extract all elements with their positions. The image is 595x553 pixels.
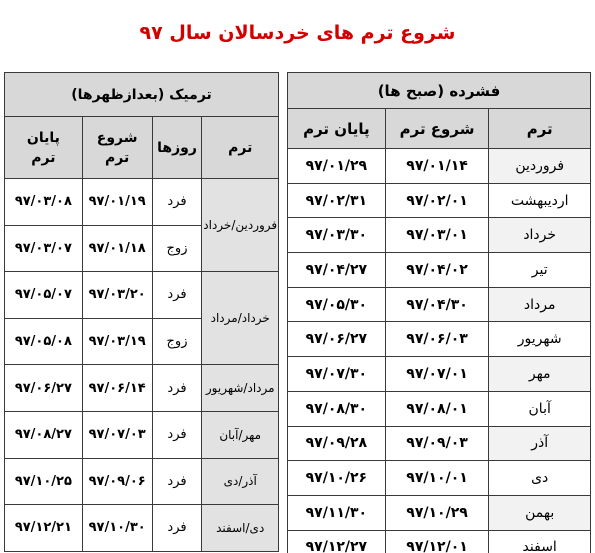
table-row <box>288 149 591 184</box>
table-row <box>5 411 279 458</box>
term-cell: بهمن <box>489 495 591 530</box>
end-date-cell: ۹۷/۰۱/۲۹ <box>288 149 386 184</box>
start-date-cell: ۹۷/۰۷/۰۱ <box>385 357 489 392</box>
start-date-cell: ۹۷/۰۱/۱۴ <box>385 149 489 184</box>
column-header-end: پایان ترم <box>288 109 386 149</box>
table-row <box>288 426 591 461</box>
start-date-cell: ۹۷/۰۱/۱۸ <box>82 225 152 272</box>
term-cell: اردیبهشت <box>489 183 591 218</box>
end-date-cell: ۹۷/۰۶/۲۷ <box>5 365 83 412</box>
end-date-cell: ۹۷/۰۴/۲۷ <box>288 253 386 288</box>
term-cell: مهر/آبان <box>202 411 279 458</box>
term-cell: اسفند <box>489 530 591 553</box>
column-header-term: ترم <box>489 109 591 149</box>
end-date-cell: ۹۷/۰۳/۳۰ <box>288 218 386 253</box>
start-date-cell: ۹۷/۱۰/۳۰ <box>82 505 152 552</box>
table-row <box>288 218 591 253</box>
start-date-cell: ۹۷/۰۶/۰۳ <box>385 322 489 357</box>
start-date-cell: ۹۷/۰۴/۰۲ <box>385 253 489 288</box>
term-cell: شهریور <box>489 322 591 357</box>
column-header-start: شروع ترم <box>385 109 489 149</box>
table-row <box>5 179 279 226</box>
end-date-cell: ۹۷/۱۱/۳۰ <box>288 495 386 530</box>
table-row <box>5 458 279 505</box>
term-cell: خرداد <box>489 218 591 253</box>
table-row <box>5 365 279 412</box>
start-date-cell: ۹۷/۰۳/۰۱ <box>385 218 489 253</box>
end-date-cell: ۹۷/۱۲/۲۱ <box>5 505 83 552</box>
days-cell: فرد <box>152 505 202 552</box>
days-cell: فرد <box>152 179 202 226</box>
days-cell: زوج <box>152 318 202 365</box>
start-date-cell: ۹۷/۰۸/۰۱ <box>385 391 489 426</box>
start-date-cell: ۹۷/۰۶/۱۴ <box>82 365 152 412</box>
end-date-cell: ۹۷/۰۲/۳۱ <box>288 183 386 218</box>
days-cell: فرد <box>152 411 202 458</box>
start-date-cell: ۹۷/۰۹/۰۶ <box>82 458 152 505</box>
term-cell: آبان <box>489 391 591 426</box>
end-date-cell: ۹۷/۰۳/۰۷ <box>5 225 83 272</box>
table-row <box>5 505 279 552</box>
table-row <box>288 391 591 426</box>
term-cell: مهر <box>489 357 591 392</box>
start-date-cell: ۹۷/۰۳/۲۰ <box>82 272 152 319</box>
start-date-cell: ۹۷/۰۷/۰۳ <box>82 411 152 458</box>
end-date-cell: ۹۷/۰۶/۲۷ <box>288 322 386 357</box>
table-row <box>288 183 591 218</box>
term-cell: آذر <box>489 426 591 461</box>
column-header-term: ترم <box>202 117 279 179</box>
end-date-cell: ۹۷/۰۷/۳۰ <box>288 357 386 392</box>
table-row <box>288 287 591 322</box>
morning-table-heading: فشرده (صبح ها) <box>288 73 591 109</box>
end-date-cell: ۹۷/۰۳/۰۸ <box>5 179 83 226</box>
table-row <box>288 530 591 553</box>
afternoon-table-heading: ترمیک (بعدازظهرها) <box>5 73 279 117</box>
days-cell: فرد <box>152 272 202 319</box>
start-date-cell: ۹۷/۰۴/۳۰ <box>385 287 489 322</box>
days-cell: زوج <box>152 225 202 272</box>
term-cell: مرداد/شهریور <box>202 365 279 412</box>
days-cell: فرد <box>152 365 202 412</box>
end-date-cell: ۹۷/۰۵/۰۸ <box>5 318 83 365</box>
end-date-cell: ۹۷/۰۸/۲۷ <box>5 411 83 458</box>
term-cell: فروردین <box>489 149 591 184</box>
start-date-cell: ۹۷/۰۳/۱۹ <box>82 318 152 365</box>
column-header-end-line1: پایان <box>26 129 60 146</box>
table-row <box>288 357 591 392</box>
table-row <box>5 272 279 319</box>
term-cell: دی <box>489 461 591 496</box>
term-cell: خرداد/مرداد <box>202 272 279 365</box>
start-date-cell: ۹۷/۰۹/۰۳ <box>385 426 489 461</box>
afternoon-schedule-table <box>4 72 279 552</box>
end-date-cell: ۹۷/۰۵/۳۰ <box>288 287 386 322</box>
table-row <box>288 461 591 496</box>
column-header-start <box>82 117 152 179</box>
column-header-days: روزها <box>152 117 202 179</box>
end-date-cell: ۹۷/۱۲/۲۷ <box>288 530 386 553</box>
start-date-cell: ۹۷/۱۲/۰۱ <box>385 530 489 553</box>
column-header-end <box>5 117 83 179</box>
page-title: شروع ترم های خردسالان سال ۹۷ <box>139 22 456 44</box>
end-date-cell: ۹۷/۰۸/۳۰ <box>288 391 386 426</box>
table-row <box>288 495 591 530</box>
term-cell: آذر/دی <box>202 458 279 505</box>
column-header-start-line2: ترم <box>105 149 130 166</box>
end-date-cell: ۹۷/۰۵/۰۷ <box>5 272 83 319</box>
start-date-cell: ۹۷/۱۰/۰۱ <box>385 461 489 496</box>
term-cell: تیر <box>489 253 591 288</box>
days-cell: فرد <box>152 458 202 505</box>
start-date-cell: ۹۷/۱۰/۲۹ <box>385 495 489 530</box>
column-header-start-line1: شروع <box>96 129 138 146</box>
table-row <box>288 322 591 357</box>
start-date-cell: ۹۷/۰۲/۰۱ <box>385 183 489 218</box>
term-cell: فروردین/خرداد <box>202 179 279 272</box>
term-cell: دی/اسفند <box>202 505 279 552</box>
morning-schedule-table <box>287 72 591 553</box>
end-date-cell: ۹۷/۱۰/۲۶ <box>288 461 386 496</box>
end-date-cell: ۹۷/۱۰/۲۵ <box>5 458 83 505</box>
term-cell: مرداد <box>489 287 591 322</box>
table-row <box>288 253 591 288</box>
end-date-cell: ۹۷/۰۹/۲۸ <box>288 426 386 461</box>
column-header-end-line2: ترم <box>31 149 56 166</box>
start-date-cell: ۹۷/۰۱/۱۹ <box>82 179 152 226</box>
